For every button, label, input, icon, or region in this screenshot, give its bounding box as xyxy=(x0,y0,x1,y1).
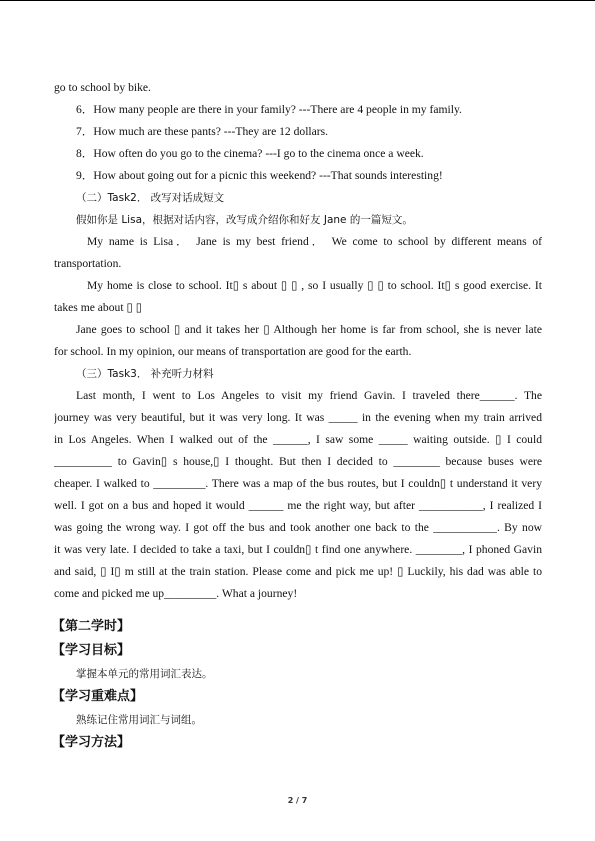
text-line: in Los Angeles. When I walked out of the ______, I saw some _____ waiting outside. ▯ I could xyxy=(54,433,542,446)
text-line: __________ to Gavin▯ s house,▯ I thought. But then I decided to ________ because buses were xyxy=(54,455,542,468)
text-line: for school. In my opinion, our means of transportation are good for the earth. xyxy=(54,345,412,358)
text-line: come and picked me up_________. What a journey! xyxy=(54,587,298,600)
question-6: 6．How many people are there in your family? ---There are 4 people in my family. xyxy=(76,103,462,116)
text-line: transportation. xyxy=(54,257,122,270)
text-line: My home is close to school. It▯ s about ▯ ▯ , so I usually ▯ ▯ to school. It▯ s good exercise. It xyxy=(87,279,542,292)
text-line: My name is Lisa． Jane is my best friend． We come to school by different means of xyxy=(87,235,542,248)
task2-heading: （二）Task2． 改写对话成短文 xyxy=(76,192,225,204)
text-line: was going the wrong way. I got off the bus and took another one back to the ___________. By now xyxy=(54,521,542,534)
text-line: it was very late. I decided to take a taxi, but I couldn▯ t find one anywhere. ________, I phoned Gavin xyxy=(54,543,542,556)
text-line: and said, ▯ I▯ m still at the train station. Please come and pick me up! ▯ Luckily, his dad was able to xyxy=(54,565,542,578)
page-number: 2 / 7 xyxy=(287,796,308,805)
question-9: 9．How about going out for a picnic this weekend? ---That sounds interesting! xyxy=(76,169,443,182)
keypoints-heading: 【学习重难点】 xyxy=(52,689,144,704)
top-rule xyxy=(0,0,595,1)
task2-instruction: 假如你是 Lisa，根据对话内容，改写成介绍你和好友 Jane 的一篇短文。 xyxy=(76,214,413,226)
keypoints-text: 熟练记住常用词汇与词组。 xyxy=(76,714,202,726)
task3-heading: （三）Task3． 补充听力材料 xyxy=(76,368,214,380)
text-line: well. I got on a bus and hoped it would ______ me the right way, but after ___________, I realized I xyxy=(54,499,542,512)
lesson2-heading: 【第二学时】 xyxy=(52,619,131,634)
text-line: journey was very beautiful, but it was very long. It was _____ in the evening when my train arrived xyxy=(54,411,542,424)
question-8: 8．How often do you go to the cinema? ---I go to the cinema once a week. xyxy=(76,147,424,160)
methods-heading: 【学习方法】 xyxy=(52,735,131,750)
text-line: cheaper. I walked to _________. There was a map of the bus routes, but I couldn▯ t understand it very xyxy=(54,477,542,490)
page-content xyxy=(54,77,542,755)
text-line: takes me about ▯ ▯ xyxy=(54,301,143,314)
goals-heading: 【学习目标】 xyxy=(52,643,131,658)
question-7: 7．How much are these pants? ---They are 12 dollars. xyxy=(76,125,329,138)
text-line: Last month, I went to Los Angeles to visit my friend Gavin. I traveled there______. The xyxy=(76,389,542,402)
text-line: go to school by bike. xyxy=(54,81,151,94)
text-line: Jane goes to school ▯ and it takes her ▯ Although her home is far from school, she is never late xyxy=(76,323,542,336)
goals-text: 掌握本单元的常用词汇表达。 xyxy=(76,668,213,680)
